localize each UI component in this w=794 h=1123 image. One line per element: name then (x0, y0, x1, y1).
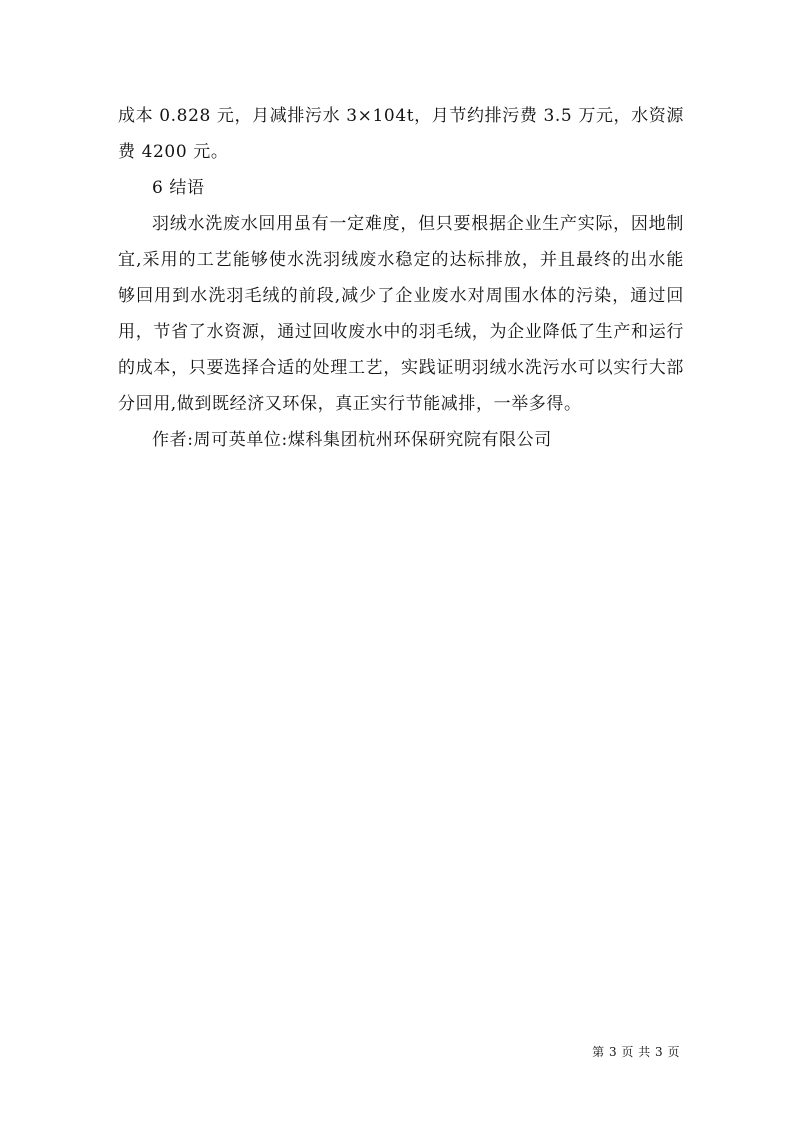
paragraph-cost-summary: 成本 0.828 元，月减排污水 3×104t，月节约排污费 3.5 万元，水资源费 4200 元。 (118, 106, 684, 162)
page-number-footer: 第 3 页 共 3 页 (592, 1045, 680, 1059)
document-body (118, 98, 684, 458)
author-affiliation: 作者:周可英单位:煤科集团杭州环保研究院有限公司 (152, 430, 552, 450)
section-heading-conclusion: 6 结语 (152, 178, 205, 198)
paragraph-conclusion: 羽绒水洗废水回用虽有一定难度，但只要根据企业生产实际，因地制宜,采用的工艺能够使水洗羽绒废水稳定的达标排放，并且最终的出水能够回用到水洗羽毛绒的前段,减少了企业废水对周围水体的污染，通过回用，节省了水资源，通过回收废水中的羽毛绒，为企业降低了生产和运行的成本，只要选择合适的处理工艺，实践证明羽绒水洗污水可以实行大部分回用,做到既经济又环保，真正实行节能减排，一举多得。 (118, 214, 684, 414)
